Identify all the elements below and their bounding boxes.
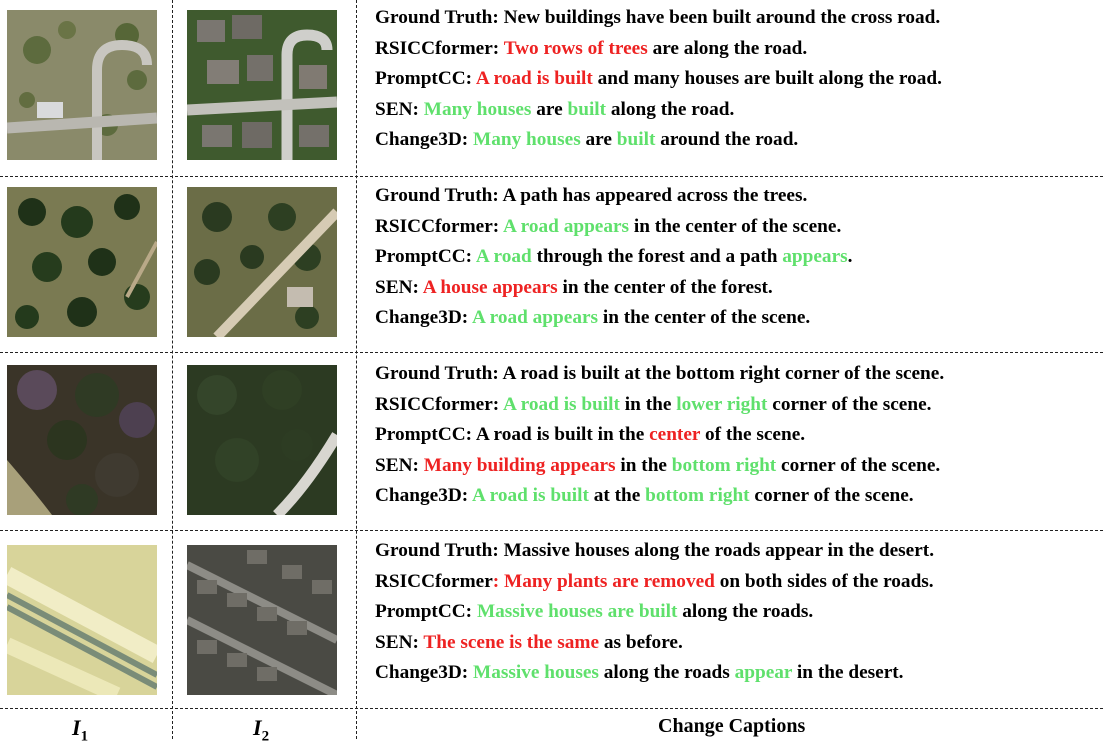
caption-text: in the [615, 454, 672, 476]
correct-phrase: A road is built [471, 485, 589, 506]
caption-text: Ground Truth: A road is built at the bottom right corner of the scene. [375, 363, 945, 384]
caption-line [375, 628, 1100, 659]
caption-text: corner of the scene. [749, 485, 914, 506]
row-divider-1 [0, 176, 1103, 177]
caption-text: Change3D: [375, 485, 472, 506]
caption-text: RSICCformer [375, 570, 493, 592]
row4-image-after [187, 545, 337, 695]
wrong-phrase: A house appears [422, 276, 558, 298]
caption-text: SEN: [375, 454, 424, 476]
caption-line [375, 597, 1100, 628]
caption-text: RSICCformer: [375, 37, 504, 59]
correct-phrase: Massive houses [473, 662, 599, 683]
caption-line [375, 658, 1100, 689]
correct-phrase: A road appears [502, 215, 630, 237]
caption-line [375, 181, 1100, 212]
caption-text: Change3D: [375, 307, 472, 328]
caption-text: SEN: [375, 98, 424, 120]
row1-image-after [187, 10, 337, 160]
caption-text: RSICCformer: [375, 215, 503, 237]
caption-text: in the center of the forest. [557, 276, 773, 298]
caption-line [375, 481, 1100, 512]
caption-text: in the center of the scene. [598, 307, 811, 328]
caption-text: SEN: [375, 631, 424, 653]
row4-captions [375, 536, 1100, 689]
wrong-phrase: The scene is the same [423, 631, 600, 653]
caption-text: PromptCC: [375, 601, 477, 622]
caption-text: PromptCC: [375, 68, 476, 89]
caption-text: RSICCformer: [375, 393, 503, 415]
correct-phrase: A road is built [502, 393, 620, 415]
correct-phrase: A road appears [471, 307, 599, 328]
row3-image-before [7, 365, 157, 515]
row-divider-2 [0, 352, 1103, 353]
caption-text: Change3D: [375, 129, 474, 150]
row-divider-4 [0, 708, 1103, 709]
correct-phrase: bottom right [645, 485, 750, 506]
caption-text: PromptCC: A road is built in the [375, 424, 650, 445]
caption-text: are [580, 129, 617, 150]
caption-text: of the scene. [700, 424, 806, 445]
correct-phrase: Many houses [423, 98, 532, 120]
row3-captions [375, 359, 1100, 512]
wrong-phrase: A road is built [475, 68, 593, 89]
caption-text: around the road. [655, 129, 799, 150]
caption-text: corner of the scene. [767, 393, 932, 415]
caption-line [375, 420, 1100, 451]
row1-captions [375, 3, 1100, 156]
caption-text: Ground Truth: Massive houses along the roads appear in the desert. [375, 540, 935, 561]
caption-line [375, 64, 1100, 95]
row4-image-before [7, 545, 157, 695]
caption-text: . [847, 246, 853, 267]
row2-captions [375, 181, 1100, 334]
caption-line [375, 242, 1100, 273]
correct-phrase: built [616, 129, 656, 150]
caption-line [375, 359, 1100, 390]
caption-line [375, 390, 1100, 421]
row2-image-before [7, 187, 157, 337]
caption-line [375, 212, 1100, 243]
caption-text: through the forest and a path [531, 246, 783, 267]
label-i2: $I_2$ [253, 715, 270, 745]
correct-phrase: Many houses [473, 129, 581, 150]
caption-text: in the desert. [792, 662, 904, 683]
caption-line [375, 303, 1100, 334]
caption-line [375, 567, 1100, 598]
caption-text: Change3D: [375, 662, 474, 683]
change-captions-label: Change Captions [658, 715, 806, 737]
label-i1: $I_1$ [72, 715, 89, 745]
caption-text: SEN: [375, 276, 423, 298]
caption-text: are along the road. [647, 37, 808, 59]
row3-image-after [187, 365, 337, 515]
wrong-phrase: Many building appears [423, 454, 616, 476]
row2-image-after [187, 187, 337, 337]
correct-phrase: built [567, 98, 607, 120]
column-divider-2 [356, 0, 357, 739]
caption-line [375, 3, 1100, 34]
correct-phrase: Massive houses are built [476, 601, 678, 622]
caption-line [375, 125, 1100, 156]
caption-text: on both sides of the roads. [714, 570, 934, 592]
correct-phrase: lower right [676, 393, 768, 415]
caption-line [375, 34, 1100, 65]
column-divider-1 [172, 0, 173, 739]
row-divider-3 [0, 530, 1103, 531]
caption-text: along the roads. [677, 601, 814, 622]
wrong-phrase: : Many plants are removed [492, 570, 715, 592]
correct-phrase: bottom right [671, 454, 777, 476]
caption-text: PromptCC: [375, 246, 476, 267]
caption-text: Ground Truth: A path has appeared across the trees. [375, 185, 808, 206]
row1-image-before [7, 10, 157, 160]
caption-line [375, 451, 1100, 482]
caption-text: and many houses are built along the road. [592, 68, 942, 89]
caption-line [375, 536, 1100, 567]
wrong-phrase: center [649, 424, 701, 445]
caption-text: as before. [599, 631, 683, 653]
correct-phrase: appears [782, 246, 848, 267]
correct-phrase: appear [734, 662, 793, 683]
wrong-phrase: Two rows of trees [503, 37, 648, 59]
caption-text: along the road. [606, 98, 735, 120]
caption-text: are [531, 98, 568, 120]
caption-text: in the [619, 393, 677, 415]
caption-line [375, 95, 1100, 126]
caption-text: corner of the scene. [776, 454, 941, 476]
caption-text: along the roads [598, 662, 735, 683]
correct-phrase: A road [475, 246, 532, 267]
caption-text: in the center of the scene. [629, 215, 842, 237]
caption-text: Ground Truth: New buildings have been built around the cross road. [375, 7, 941, 28]
caption-text: at the [588, 485, 646, 506]
caption-line [375, 273, 1100, 304]
